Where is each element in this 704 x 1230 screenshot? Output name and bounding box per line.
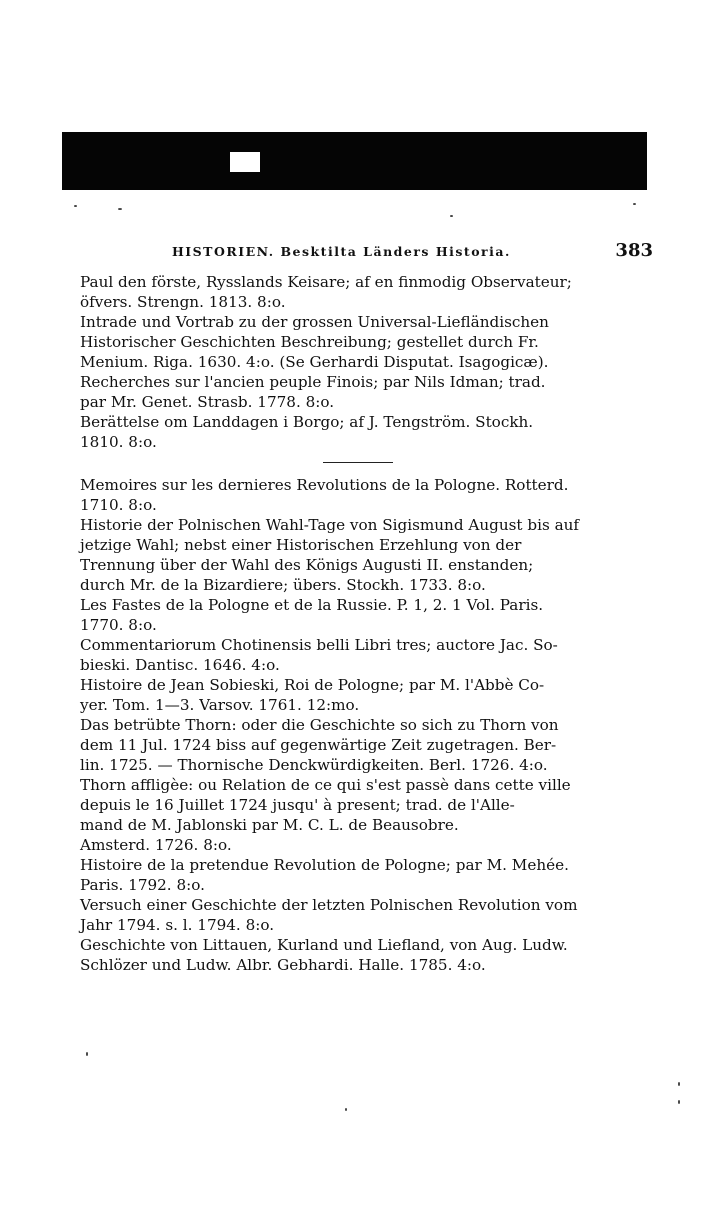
black-censor-bar bbox=[62, 132, 647, 190]
entry-continuation-line: Trennung über der Wahl des Königs Augusti II. enstanden; bbox=[80, 556, 534, 574]
bibliography-entry bbox=[80, 312, 655, 372]
entry-continuation-line: Paris. 1792. 8:o. bbox=[80, 876, 205, 894]
bibliography-entry bbox=[80, 715, 655, 775]
entry-continuation-line: 1810. 8:o. bbox=[80, 433, 157, 451]
entry-continuation-line: depuis le 16 Juillet 1724 jusqu' à present; trad. de l'Alle- bbox=[80, 796, 515, 814]
bibliography-entry bbox=[80, 412, 655, 452]
entry-continuation-line: lin. 1725. — Thornische Denckwürdigkeiten. Berl. 1726. 4:o. bbox=[80, 756, 548, 774]
entry-continuation-line: dem 11 Jul. 1724 biss auf gegenwärtige Zeit zugetragen. Ber- bbox=[80, 736, 557, 754]
entry-first-line: Les Fastes de la Pologne et de la Russie. P. 1, 2. 1 Vol. Paris. bbox=[80, 596, 544, 614]
entry-first-line: Intrade und Vortrab zu der grossen Universal-Liefländischen bbox=[80, 313, 549, 331]
entry-first-line: Versuch einer Geschichte der letzten Polnischen Revolution vom bbox=[80, 896, 578, 914]
bar-white-mark bbox=[230, 152, 260, 172]
entry-continuation-line: jetzige Wahl; nebst einer Historischen Erzehlung von der bbox=[80, 536, 522, 554]
entry-first-line: Memoires sur les dernieres Revolutions de la Pologne. Rotterd. bbox=[80, 476, 569, 494]
entry-first-line: Paul den förste, Rysslands Keisare; af en finmodig Observateur; bbox=[80, 273, 572, 291]
section-2 bbox=[80, 475, 655, 975]
scan-speck bbox=[118, 208, 122, 210]
entry-continuation-line: bieski. Dantisc. 1646. 4:o. bbox=[80, 656, 280, 674]
bibliography-entry bbox=[80, 475, 655, 515]
entry-first-line: Geschichte von Littauen, Kurland und Liefland, von Aug. Ludw. bbox=[80, 936, 568, 954]
scan-speck bbox=[678, 1100, 680, 1104]
entry-first-line: Histoire de la pretendue Revolution de Pologne; par M. Mehée. bbox=[80, 856, 569, 874]
entry-continuation-line: Jahr 1794. s. l. 1794. 8:o. bbox=[80, 916, 275, 934]
entry-first-line: Das betrübte Thorn: oder die Geschichte so sich zu Thorn von bbox=[80, 716, 559, 734]
bibliography bbox=[80, 272, 655, 975]
bibliography-entry bbox=[80, 675, 655, 715]
entry-continuation-line: Menium. Riga. 1630. 4:o. (Se Gerhardi Disputat. Isagogicæ). bbox=[80, 353, 549, 371]
entry-continuation-line: yer. Tom. 1—3. Varsov. 1761. 12:mo. bbox=[80, 696, 360, 714]
section-1 bbox=[80, 272, 655, 452]
bibliography-entry bbox=[80, 635, 655, 675]
bibliography-entry bbox=[80, 935, 655, 975]
entry-first-line: Histoire de Jean Sobieski, Roi de Pologne; par M. l'Abbè Co- bbox=[80, 676, 545, 694]
entry-continuation-line: durch Mr. de la Bizardiere; übers. Stockh. 1733. 8:o. bbox=[80, 576, 486, 594]
entry-first-line: Thorn affligèe: ou Relation de ce qui s'est passè dans cette ville bbox=[80, 776, 571, 794]
entry-continuation-line: par Mr. Genet. Strasb. 1778. 8:o. bbox=[80, 393, 335, 411]
bibliography-entry bbox=[80, 272, 655, 312]
entry-continuation-line: Schlözer und Ludw. Albr. Gebhardi. Halle. 1785. 4:o. bbox=[80, 956, 486, 974]
bibliography-entry bbox=[80, 895, 655, 935]
entry-first-line: Historie der Polnischen Wahl-Tage von Sigismund August bis auf bbox=[80, 516, 580, 534]
page-header bbox=[88, 238, 653, 266]
scan-speck bbox=[86, 1052, 88, 1056]
bibliography-entry bbox=[80, 515, 655, 595]
scan-speck bbox=[450, 215, 453, 217]
bibliography-entry bbox=[80, 372, 655, 412]
entry-continuation-line: mand de M. Jablonski par M. C. L. de Beausobre. bbox=[80, 816, 459, 834]
entry-continuation-line: öfvers. Strengn. 1813. 8:o. bbox=[80, 293, 286, 311]
entry-continuation-line: Historischer Geschichten Beschreibung; gestellet durch Fr. bbox=[80, 333, 539, 351]
scan-speck bbox=[74, 205, 77, 207]
bibliography-entry bbox=[80, 595, 655, 635]
scan-speck bbox=[633, 203, 636, 205]
bibliography-entry bbox=[80, 855, 655, 895]
entry-continuation-line: 1770. 8:o. bbox=[80, 616, 157, 634]
entry-first-line: Commentariorum Chotinensis belli Libri tres; auctore Jac. So- bbox=[80, 636, 558, 654]
entry-continuation-line: 1710. 8:o. bbox=[80, 496, 157, 514]
entry-first-line: Berättelse om Landdagen i Borgo; af J. Tengström. Stockh. bbox=[80, 413, 534, 431]
running-title: HISTORIEN. Besktilta Länders Historia. bbox=[172, 244, 511, 259]
entry-first-line: Recherches sur l'ancien peuple Finois; par Nils Idman; trad. bbox=[80, 373, 546, 391]
scan-speck bbox=[345, 1108, 347, 1111]
entry-continuation-line: Amsterd. 1726. 8:o. bbox=[80, 836, 232, 854]
section-divider bbox=[323, 462, 393, 463]
scan-speck bbox=[678, 1082, 680, 1086]
page-number: 383 bbox=[615, 240, 653, 261]
bibliography-entry bbox=[80, 775, 655, 855]
